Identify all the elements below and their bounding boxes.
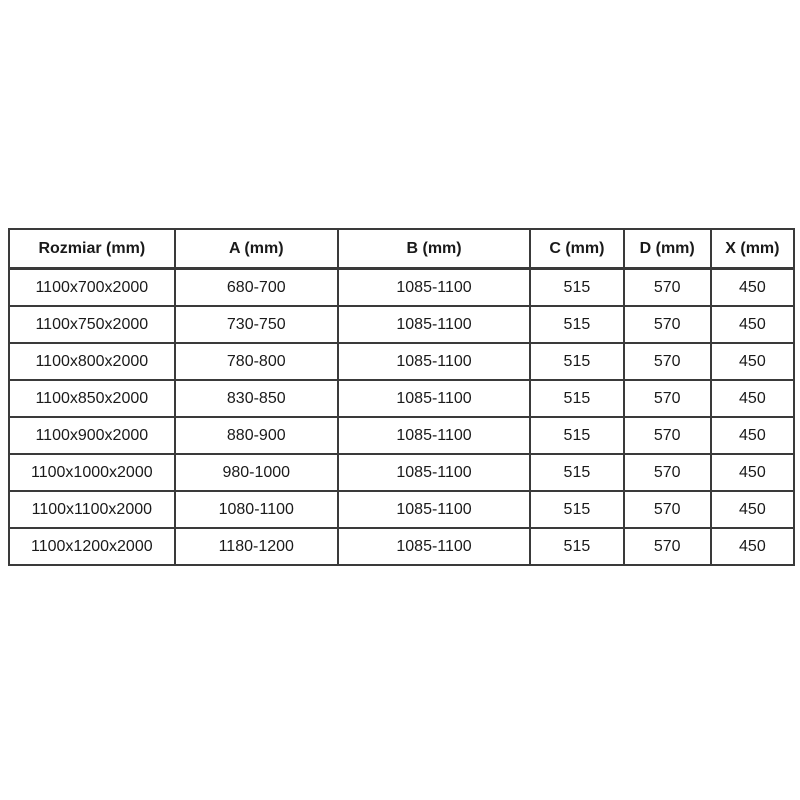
table-row [9, 343, 794, 380]
table-cell: 1100x1000x2000 [9, 454, 175, 491]
table-cell: 570 [624, 380, 711, 417]
table-cell: 450 [711, 306, 794, 343]
table-cell: 450 [711, 380, 794, 417]
table-cell: 1100x1200x2000 [9, 528, 175, 565]
table-cell: 780-800 [175, 343, 338, 380]
dimensions-table [8, 228, 795, 566]
table-cell: 680-700 [175, 269, 338, 307]
header-row [9, 229, 794, 269]
table-cell: 570 [624, 491, 711, 528]
table-cell: 980-1000 [175, 454, 338, 491]
table-cell: 1080-1100 [175, 491, 338, 528]
table-cell: 450 [711, 417, 794, 454]
column-header: B (mm) [338, 229, 530, 269]
table-row [9, 528, 794, 565]
column-header: Rozmiar (mm) [9, 229, 175, 269]
table-row [9, 380, 794, 417]
table-cell: 450 [711, 454, 794, 491]
table-cell: 730-750 [175, 306, 338, 343]
table-cell: 1085-1100 [338, 380, 530, 417]
table-cell: 515 [530, 454, 623, 491]
table-row [9, 269, 794, 307]
table-cell: 1180-1200 [175, 528, 338, 565]
table-cell: 570 [624, 343, 711, 380]
table-cell: 515 [530, 269, 623, 307]
table-cell: 1085-1100 [338, 454, 530, 491]
table-cell: 1085-1100 [338, 343, 530, 380]
table-cell: 1100x700x2000 [9, 269, 175, 307]
table-cell: 1085-1100 [338, 417, 530, 454]
table-cell: 515 [530, 306, 623, 343]
table-cell: 450 [711, 528, 794, 565]
table-cell: 830-850 [175, 380, 338, 417]
table-cell: 570 [624, 269, 711, 307]
table-cell: 1085-1100 [338, 306, 530, 343]
column-header: A (mm) [175, 229, 338, 269]
table-cell: 515 [530, 417, 623, 454]
table-cell: 570 [624, 454, 711, 491]
table-row [9, 454, 794, 491]
table-cell: 1100x750x2000 [9, 306, 175, 343]
table-row [9, 417, 794, 454]
table-cell: 1100x800x2000 [9, 343, 175, 380]
table-cell: 570 [624, 417, 711, 454]
table-cell: 515 [530, 380, 623, 417]
table-cell: 515 [530, 343, 623, 380]
table-row [9, 491, 794, 528]
table-cell: 1100x850x2000 [9, 380, 175, 417]
table-cell: 570 [624, 528, 711, 565]
table-cell: 450 [711, 269, 794, 307]
table-cell: 1085-1100 [338, 528, 530, 565]
table-cell: 450 [711, 491, 794, 528]
table-cell: 515 [530, 528, 623, 565]
column-header: D (mm) [624, 229, 711, 269]
table-row [9, 306, 794, 343]
table-cell: 450 [711, 343, 794, 380]
table-cell: 1100x900x2000 [9, 417, 175, 454]
table-cell: 1085-1100 [338, 491, 530, 528]
table-cell: 1100x1100x2000 [9, 491, 175, 528]
table-cell: 515 [530, 491, 623, 528]
table-cell: 1085-1100 [338, 269, 530, 307]
column-header: X (mm) [711, 229, 794, 269]
dimensions-table-container [8, 228, 795, 566]
table-cell: 880-900 [175, 417, 338, 454]
column-header: C (mm) [530, 229, 623, 269]
table-cell: 570 [624, 306, 711, 343]
